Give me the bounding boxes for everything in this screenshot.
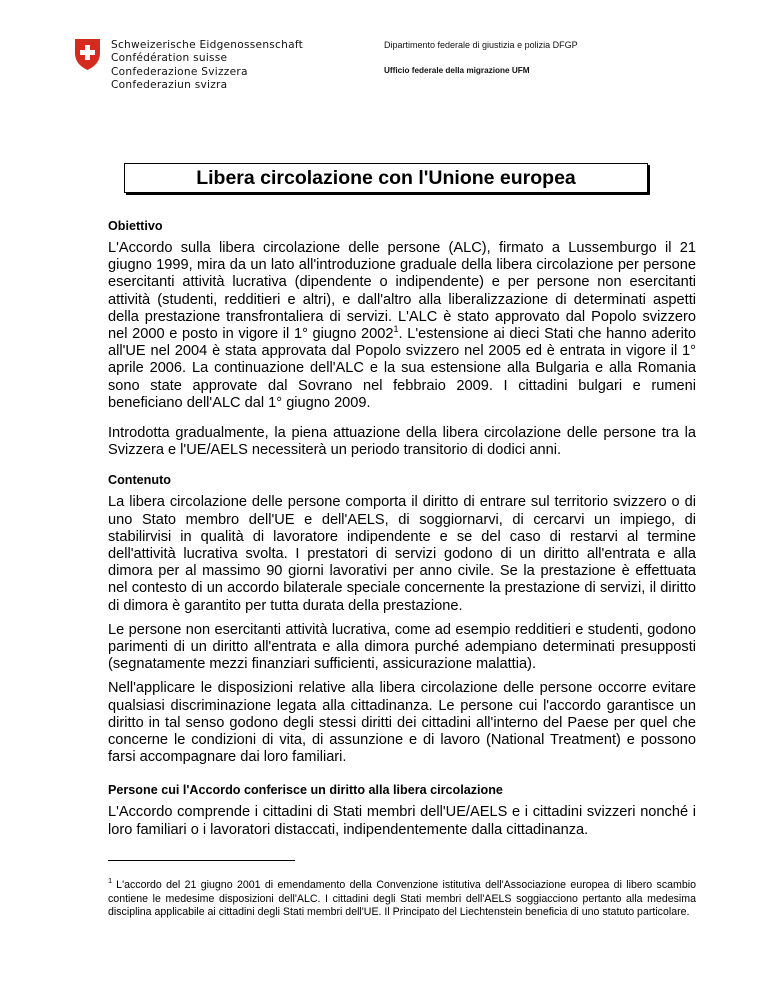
swiss-coat-of-arms-icon [74,38,101,71]
confederation-line-it: Confederazione Svizzera [111,65,248,78]
page-title: Libera circolazione con l'Unione europea [196,166,576,189]
section-heading-persons: Persone cui l'Accordo conferisce un diritto alla libera circolazione [108,783,503,798]
footnote-text: L'accordo del 21 giugno 2001 di emendamento della Convenzione istitutiva dell'Associazione europea di libero scambio contiene le medesime disposizioni dell'ALC. I cittadini degli Stati membri dell'AELS soggiacciono pertanto alla medesima disciplina applicabile ai cittadini degli Stati membri dell'UE. Il Principato del Liechtenstein beneficia di uno statuto particolare. [108,879,696,919]
confederation-line-fr: Confédération suisse [111,52,228,65]
objective-paragraph-1: L'Accordo sulla libera circolazione delle persone (ALC), firmato a Lussemburgo il 21 giugno 1999, mira da un lato all'introduzione graduale della libera circolazione per persone esercitanti attività lucrativa (dipendente o indipendente) e per persone non esercitanti attività (studenti, redditieri e altri), e dall'altro alla liberalizzazione di determinati aspetti della prestazione transfrontaliera di servizi. L'ALC è stato approvato dal Popolo svizzero nel 2000 e posto in vigore il 1° giugno 2002$^1$. L'estensione ai dieci Stati che hanno aderito all'UE nel 2004 è stata approvata dal Popolo svizzero nel 2005 ed è entrata in vigore il 1° aprile 2006. La continuazione dell'ALC e la sua estensione alla Bulgaria e alla Romania sono state approvate dal Sovrano nel febbraio 2009. I cittadini bulgari e rumeni beneficiano dell'ALC dal 1° giugno 2009. [108,240,696,411]
section-heading-content: Contenuto [108,473,171,488]
department-name: Dipartimento federale di giustizia e polizia DFGP [384,40,578,50]
content-paragraph-2: Le persone non esercitanti attività lucrativa, come ad esempio redditieri e studenti, godono parimenti di un diritto all'entrata e alla dimora purché adempiano determinati presupposti (segnatamente mezzi finanziari sufficienti, assicurazione malattia). [108,621,696,673]
document-body [108,218,696,839]
title-box [124,163,648,193]
footnote-separator [108,860,295,861]
footnote-reference[interactable]: 1 [393,324,399,335]
section-heading-objective: Obiettivo [108,219,163,233]
objective-paragraph-2: Introdotta gradualmente, la piena attuazione della libera circolazione delle persone tra la Svizzera e l'UE/AELS necessiterà un periodo transitorio di dodici anni. [108,425,696,459]
confederation-names [111,39,303,93]
content-paragraph-1: La libera circolazione delle persone comporta il diritto di entrare sul territorio svizzero o di uno Stato membro dell'UE e dell'AELS, di soggiornarvi, di cercarvi un impiego, di stabilirvisi in qualità di lavoratore indipendente e se del caso di restarvi al termine dell'attività lucrativa svolta. I prestatori di servizi godono di un diritto all'entrata e alla dimora per al massimo 90 giorni lavorativi per anno civile. Se la prestazione è effettuata nel contesto di un accordo bilaterale speciale concernente la prestazione di servizi, il diritto di dimora è garantito per tutta durata della prestazione. [108,494,696,614]
content-paragraph-3: Nell'applicare le disposizioni relative alla libera circolazione delle persone occorre evitare qualsiasi discriminazione legata alla cittadinanza. Le persone cui l'accordo garantisce un diritto in tal senso godono degli stessi diritti dei cittadini all'interno del Paese per quel che concerne le condizioni di vita, di assunzione e di lavoro (National Treatment) e possono farsi accompagnare dai loro familiari. [108,680,696,766]
office-name: Ufficio federale della migrazione UFM [384,66,530,75]
confederation-line-de: Schweizerische Eidgenossenschaft [111,39,304,51]
footnote [108,876,696,920]
persons-paragraph-1: L'Accordo comprende i cittadini di Stati membri dell'UE/AELS e i cittadini svizzeri nonché i loro familiari o i lavoratori distaccati, indipendentemente dalla cittadinanza. [108,804,696,838]
footnote-number: 1 [108,876,113,886]
confederation-line-rm: Confederaziun svizra [111,79,228,92]
